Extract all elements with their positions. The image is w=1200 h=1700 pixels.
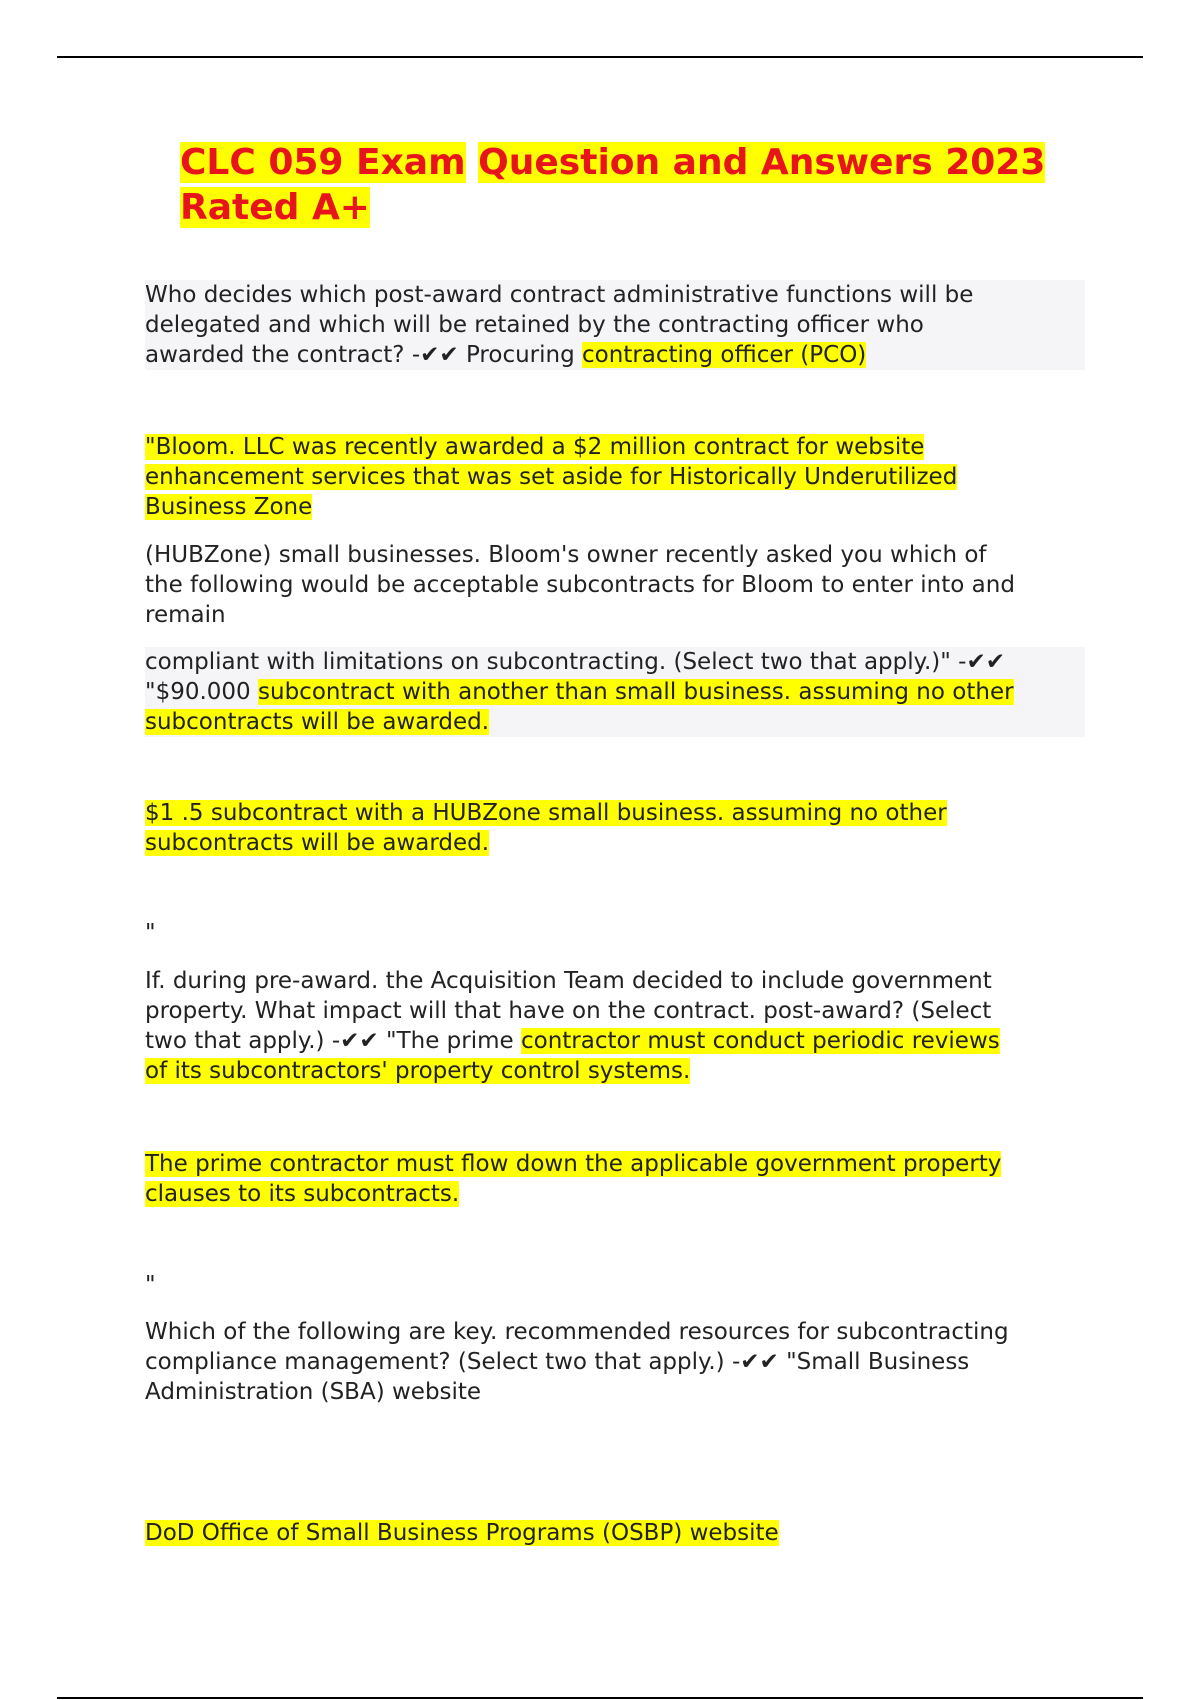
question-2-close-quote: " (145, 920, 156, 946)
question-2-intro-text: "Bloom. LLC was recently awarded a $2 million contract for website enhancement services that was set aside for Historically Underutilized Business Zone (145, 434, 958, 520)
document-title (180, 140, 1110, 230)
question-2-paragraph-3 (145, 647, 1085, 737)
question-4-answer-2-text: DoD Office of Small Business Programs (OSBP) website (145, 1520, 779, 1546)
question-2-intro (145, 432, 1085, 522)
question-1-answer: contracting officer (PCO) (582, 342, 867, 368)
question-3-answer-1: contractor must conduct periodic reviews of its subcontractors' property control systems. (145, 1028, 1000, 1084)
title-part-2: Question and Answers 2023 Rated A+ (180, 142, 1046, 228)
question-3-close-quote: " (145, 1272, 156, 1298)
title-part-1: CLC 059 Exam (180, 142, 466, 183)
question-1-text: Who decides which post-award contract administrative functions will be delegated and which will be retained by the contracting officer who awarded the contract? -✔✔ Procuring (145, 282, 974, 368)
top-rule (57, 56, 1143, 58)
question-4-answer-2 (145, 1518, 1085, 1548)
question-1 (145, 280, 1085, 370)
question-3-answer-2-text: The prime contractor must flow down the applicable government property clauses to its subcontracts. (145, 1151, 1002, 1207)
question-2-answer-2 (145, 798, 1085, 858)
question-3-text: If. during pre-award. the Acquisition Team decided to include government property. What impact will that have on the contract. post-award? (Select two that apply.) -✔✔ "The prime (145, 968, 992, 1054)
question-2-answer-2-text: $1 .5 subcontract with a HUBZone small business. assuming no other subcontracts will be awarded. (145, 800, 947, 856)
question-2-paragraph-2: (HUBZone) small businesses. Bloom's owner recently asked you which of the following would be acceptable subcontracts for Bloom to enter into and remain (145, 542, 1015, 628)
question-3 (145, 966, 1085, 1086)
question-4: Which of the following are key. recommended resources for subcontracting compliance management? (Select two that apply.) -✔✔ "Small Business Administration (SBA) website (145, 1319, 1009, 1405)
question-2-paragraph-3-text: compliant with limitations on subcontracting. (Select two that apply.)" -✔✔ "$90.000 (145, 649, 1005, 705)
question-2-answer-1: subcontract with another than small business. assuming no other subcontracts will be awarded. (145, 679, 1014, 735)
bottom-rule (57, 1697, 1143, 1699)
question-3-answer-2 (145, 1149, 1085, 1209)
